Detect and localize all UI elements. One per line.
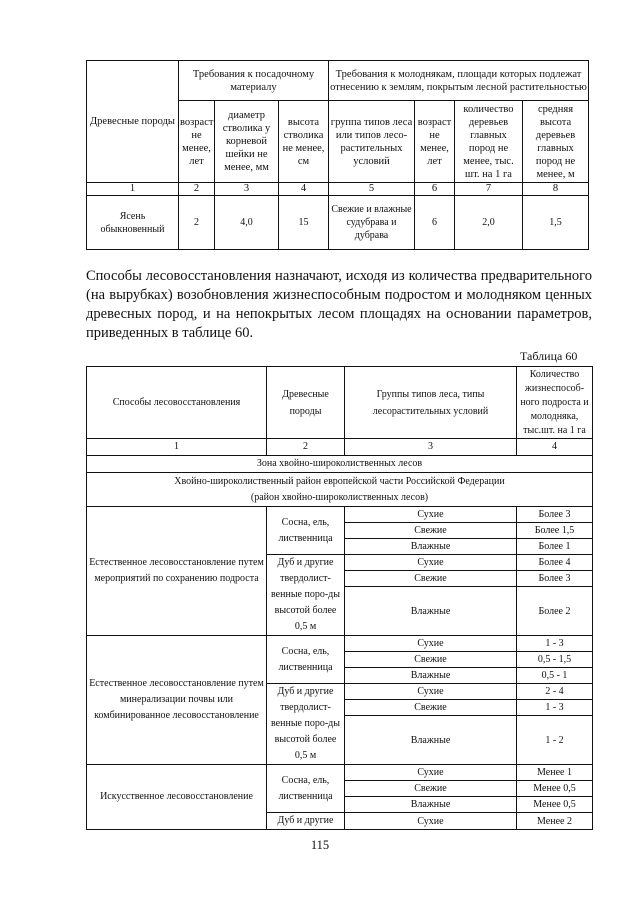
amount-cell: Менее 2: [517, 813, 593, 830]
young-age-header: возраст не менее, лет: [415, 101, 455, 183]
forest-type-cell: Сухие: [345, 636, 517, 652]
table-caption: Таблица 60: [520, 349, 578, 363]
forest-type-cell: Сухие: [345, 813, 517, 830]
col-number: 2: [179, 183, 215, 196]
amount-cell: Более 4: [517, 555, 593, 571]
age-header: возраст не менее, лет: [179, 101, 215, 183]
paragraph-text: Способы лесовосстановления назначают, исходя из количества предварительного (на вырубках) возобновления жизнеспособным подростом и молодняком ценных древесных пород, и на непокрытых лесом площадях на основании параметров, приведенных в таблице 60.: [86, 268, 592, 341]
species-cell: Сосна, ель, лиственница: [267, 636, 345, 684]
forest-type-cell: Влажные: [345, 797, 517, 813]
species-cell: Сосна, ель, лиственница: [267, 765, 345, 813]
young-age-cell: 6: [415, 196, 455, 250]
species-cell: Дуб и другие твердолист-венные поро-ды высотой более 0,5 м: [267, 684, 345, 765]
amount-cell: Менее 1: [517, 765, 593, 781]
amount-cell: 0,5 - 1: [517, 668, 593, 684]
forest-type-cell: Сухие: [345, 684, 517, 700]
forest-type-cell: Сухие: [345, 555, 517, 571]
forest-type-cell: Свежие: [345, 652, 517, 668]
diameter-cell: 4,0: [215, 196, 279, 250]
col-number: 6: [415, 183, 455, 196]
species-cell: Дуб и другие: [267, 813, 345, 830]
col-number: 5: [329, 183, 415, 196]
col-number: 3: [345, 439, 517, 456]
zone-title: Зона хвойно-широколиственных лесов: [87, 456, 593, 473]
tree-count-header: количество деревьев главных пород не менее, тыс. шт. на 1 га: [455, 101, 523, 183]
species-header: Древесные породы: [87, 61, 179, 183]
forest-type-header: группа типов леса или типов лесо-растительных условий: [329, 101, 415, 183]
method-header: Способы лесовосстановления: [87, 367, 267, 439]
tree-count-cell: 2,0: [455, 196, 523, 250]
col-number: 3: [215, 183, 279, 196]
region-title: [87, 473, 593, 507]
forest-type-cell: Свежие: [345, 523, 517, 539]
table-60: [86, 366, 593, 830]
requirements-table: [86, 60, 589, 250]
amount-cell: Менее 0,5: [517, 781, 593, 797]
forest-type-cell: Свежие: [345, 571, 517, 587]
forest-types-header: Группы типов леса, типы лесорастительных условий: [345, 367, 517, 439]
page-number: 115: [310, 838, 330, 852]
forest-type-cell: Влажные: [345, 668, 517, 684]
species-header: Древесные породы: [267, 367, 345, 439]
forest-type-cell: Сухие: [345, 507, 517, 523]
col-number: 2: [267, 439, 345, 456]
amount-cell: 1 - 3: [517, 700, 593, 716]
forest-type-cell: Влажные: [345, 587, 517, 636]
avg-height-header: средняя высота деревьев главных пород не менее, м: [523, 101, 589, 183]
amount-cell: Более 1,5: [517, 523, 593, 539]
body-paragraph: [86, 267, 592, 343]
method-cell: Искусственное лесовосстановление: [87, 765, 267, 830]
amount-cell: Более 1: [517, 539, 593, 555]
col-number: 4: [517, 439, 593, 456]
planting-material-header: Требования к посадочному материалу: [179, 61, 329, 101]
region-line: Хвойно-широколиственный район европейской части Российской Федерации: [174, 475, 505, 487]
forest-type-cell: Свежие: [345, 700, 517, 716]
method-cell: Естественное лесовосстановление путем минерализации почвы или комбинированное лесовосстановление: [87, 636, 267, 765]
species-cell: Дуб и другие твердолист-венные поро-ды высотой более 0,5 м: [267, 555, 345, 636]
amount-cell: 1 - 2: [517, 716, 593, 765]
col-number: 7: [455, 183, 523, 196]
amount-header: Количество жизнеспособ-ного подроста и молодняка, тыс.шт. на 1 га: [517, 367, 593, 439]
avg-height-cell: 1,5: [523, 196, 589, 250]
forest-type-cell: Сухие: [345, 765, 517, 781]
height-cell: 15: [279, 196, 329, 250]
col-number: 1: [87, 183, 179, 196]
amount-cell: Более 3: [517, 507, 593, 523]
amount-cell: 0,5 - 1,5: [517, 652, 593, 668]
method-cell: Естественное лесовосстановление путем мероприятий по сохранению подроста: [87, 507, 267, 636]
region-line: (район хвойно-широколиственных лесов): [250, 491, 429, 503]
forest-type-cell: Влажные: [345, 716, 517, 765]
col-number: 1: [87, 439, 267, 456]
col-number: 8: [523, 183, 589, 196]
forest-type-cell: Свежие и влажные судубрава и дубрава: [329, 196, 415, 250]
amount-cell: Менее 0,5: [517, 797, 593, 813]
amount-cell: 2 - 4: [517, 684, 593, 700]
young-stand-header: Требования к молоднякам, площади которых подлежат отнесению к землям, покрытым лесной растительностью: [329, 61, 589, 101]
forest-type-cell: Влажные: [345, 539, 517, 555]
amount-cell: Более 3: [517, 571, 593, 587]
height-header: высота стволика не менее, см: [279, 101, 329, 183]
age-cell: 2: [179, 196, 215, 250]
amount-cell: 1 - 3: [517, 636, 593, 652]
diameter-header: диаметр стволика у корневой шейки не менее, мм: [215, 101, 279, 183]
species-cell: Сосна, ель, лиственница: [267, 507, 345, 555]
forest-type-cell: Свежие: [345, 781, 517, 797]
amount-cell: Более 2: [517, 587, 593, 636]
col-number: 4: [279, 183, 329, 196]
species-cell: Ясень обыкновенный: [87, 196, 179, 250]
